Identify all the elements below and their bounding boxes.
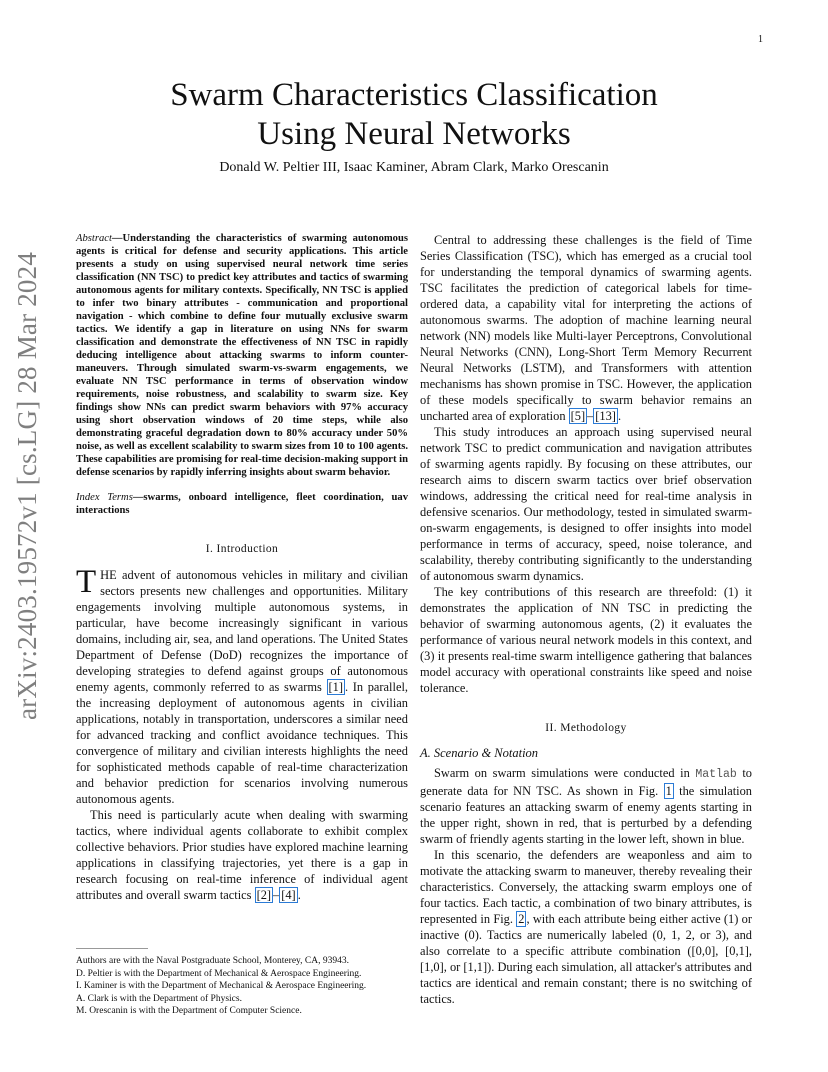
index-terms-lead: Index Terms — [76, 492, 133, 503]
intro-paragraph-1 — [76, 564, 408, 807]
right-paragraph-1 — [420, 232, 752, 424]
footnote: Authors are with the Naval Postgraduate School, Monterey, CA, 93943. — [76, 956, 349, 966]
footnote: I. Kaminer is with the Department of Mechanical & Aerospace Engineering. — [76, 981, 367, 991]
right-p1-end: . — [617, 409, 622, 423]
drop-cap: T — [76, 564, 97, 600]
intro-p2-end: . — [297, 888, 301, 902]
method-paragraph-1 — [420, 765, 752, 847]
intro-p2-text: This need is particularly acute when dealing with swarming tactics, where individual agents collaborate to exhibit complex collective behaviors. Prior studies have explored machine learning applications in classifying trajectories, yet there is a gap in research focusing on real-time inference of individual agent attributes and overall swarm tactics — [76, 808, 408, 902]
citation-dash: – — [273, 888, 280, 902]
index-terms — [76, 491, 408, 517]
arxiv-identifier[interactable]: arXiv:2403.19572v1 [cs.LG] 28 Mar 2024 — [12, 251, 42, 720]
page-number: 1 — [758, 34, 763, 45]
right-paragraph-3: The key contributions of this research are threefold: (1) it demonstrates the application of NN TSC in predicting the behavior of swarming autonomous agents, (2) it evaluates the performance of various neural network models in this context, and (3) it presents real-time swarm intelligence gathering that balances model accuracy with operational constraints like speed and noise tolerance. — [420, 585, 752, 695]
author-list: Donald W. Peltier III, Isaac Kaminer, Abram Clark, Marko Orescanin — [219, 160, 609, 175]
title-line-1: Swarm Characteristics Classification — [170, 77, 658, 113]
citation-link-5[interactable]: [5] — [570, 409, 586, 423]
intro-p1-text: HE advent of autonomous vehicles in military and civilian sectors presents new challenges and opportunities. Military engagements involving multiple autonomous systems, in particular, have become increasingly significant in various domains, including air, sea, and land operations. The United States Department of Defense (DoD) recognizes the importance of developing strategies to defend against groups of autonomous enemy agents, commonly referred to as swarms — [76, 568, 408, 694]
abstract — [76, 232, 408, 479]
right-p1-text: Central to addressing these challenges is the field of Time Series Classification (TSC), which has emerged as a crucial tool for understanding the temporal dynamics of swarming agents. TSC facilitates the prediction of categorical labels for time-ordered data, a capability vital for interpreting the actions of autonomous swarms. The adoption of machine learning neural network (NN) models like Multi-layer Perceptrons, Convolutional Neural Networks (CNN), Long-Short Term Memory Recurrent Neural Networks (LSTM), and Transformers with attention mechanisms has shown promise in TSC. However, the application of these models specifically to swarm behavior remains an uncharted area of exploration — [420, 233, 752, 423]
abstract-text: —Understanding the characteristics of swarming autonomous agents is critical for defense and security applications. This article presents a study on using supervised neural network time series classification (NN TSC) to predict key attributes and tactics of swarming autonomous agents for military contexts. Specifically, NN TSC is applied to infer two binary attributes - communication and proportional navigation - which combine to define four mutually exclusive swarm tactics. We identify a gap in literature on using NNs for swarm classification and demonstrate the effectiveness of NN TSC in rapidly deducing intelligence about attacking swarms to inform counter-maneuvers. Through simulated swarm-vs-swarm engagements, we evaluate NN TSC performance in terms of observation window requirements, noise robustness, and scalability to swarm size. Key findings show NNs can predict swarm behaviors with 97% accuracy using short observation windows of 20 time steps, while also demonstrating graceful degradation down to 80% accuracy under 50% noise, as well as excellent scalability to swarm sizes from 10 to 100 agents. These capabilities are promising for real-time decision-making support in defense scenarios by rapidly inferring insights about swarm behavior. — [76, 233, 408, 478]
footnote: A. Clark is with the Department of Physics. — [76, 993, 242, 1004]
citation-link-4[interactable]: [4] — [281, 888, 296, 902]
section-heading-introduction: I. Introduction — [205, 543, 279, 555]
footnote: D. Peltier is with the Department of Mechanical & Aerospace Engineering. — [76, 968, 362, 979]
title-line-2: Using Neural Networks — [257, 116, 571, 152]
matlab-code: Matlab — [695, 768, 737, 781]
subsection-heading-scenario: A. Scenario & Notation — [420, 746, 539, 760]
figure-link-1[interactable]: 1 — [665, 784, 672, 798]
citation-link-1[interactable]: [1] — [328, 680, 343, 694]
footnote: M. Orescanin is with the Department of Computer Science. — [76, 1006, 302, 1016]
method-paragraph-2 — [420, 847, 752, 1007]
index-terms-text: —swarms, onboard intelligence, fleet coordination, uav interactions — [76, 492, 408, 516]
intro-paragraph-2 — [76, 807, 408, 903]
intro-p1-text-2: . In parallel, the increasing deployment of autonomous agents in civilian applications, notably in transportation, underscores a similar need for advanced tracking and conflict avoidance techniques. This convergence of military and civilian interests highlights the need for sophisticated methods capable of real-time characterization and behavior prediction for scenarios involving numerous autonomous agents. — [76, 680, 408, 806]
left-column — [76, 232, 408, 903]
method-p2-text-b: , with each attribute being either active (1) or inactive (0). Tactics are numerically labeled (0, 1, 2, or 3), and also correlate to a specific attribute combination ([0,0], [0,1], [1,0], or [1,1]). During each simulation, all attacker's attributes and tactics are identical and remain constant; there is no switching of tactics. — [420, 912, 752, 1006]
abstract-lead: Abstract — [76, 233, 112, 244]
citation-link-2[interactable]: [2] — [256, 888, 272, 902]
footnote-rule — [76, 948, 148, 949]
section-heading-methodology: II. Methodology — [545, 722, 627, 734]
right-column — [420, 232, 752, 1007]
citation-dash: – — [587, 409, 594, 423]
method-p1-text-c: the simulation scenario features an attacking swarm of enemy agents starting in the upper right, shown in red, that is perturbed by a defending swarm of friendly agents starting in the lower left, shown in blue. — [420, 784, 752, 846]
citation-link-13[interactable]: [13] — [595, 409, 616, 423]
method-p1-text-b: to generate data for NN TSC. As shown in Fig. — [420, 766, 752, 798]
method-p1-text-a: Swarm on swarm simulations were conducted in — [434, 766, 696, 780]
paper-title — [120, 76, 708, 154]
right-paragraph-2: This study introduces an approach using supervised neural network TSC to predict communication and navigation attributes of swarming agents rapidly. By focusing on these attributes, our research aims to discern swarm tactics over brief observation windows, addressing the critical need for real-time analysis in defensive scenarios. Our methodology, tested in simulated swarm-on-swarm engagements, is designed to offer insights into model performance in terms of accuracy, speed, noise tolerance, and scalability, thereby contributing significantly to the understanding of autonomous swarm dynamics. — [420, 425, 752, 583]
figure-link-2[interactable]: 2 — [518, 912, 525, 926]
footnotes — [76, 948, 416, 1018]
method-p2-text-a: In this scenario, the defenders are weaponless and aim to motivate the attacking swarm to maneuver, thereby revealing their characteristics. Conversely, the attacking swarm employs one of four tactics. Each tactic, a combination of two binary attributes, is represented in Fig. — [420, 848, 752, 926]
